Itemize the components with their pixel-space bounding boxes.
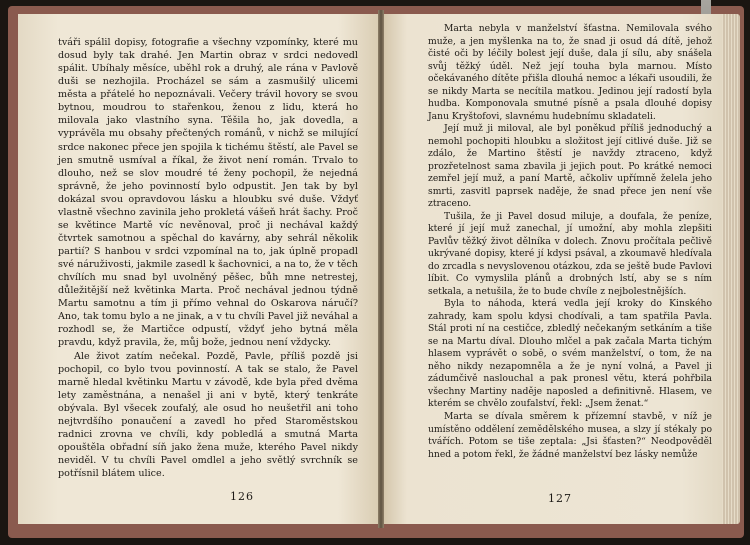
- paragraph: Tušila, že ji Pavel dosud miluje, a doufala, že peníze, které jí její muž zanechal, jí umožní, aby mohla zlepšiti Pavlův těžký život dělníka v dolech. Znovu pročítala pečlivě ukrývané dopisy, které jí kdysi psával, a zkoumavě hledívala do zrcadla s nevyslovenou otázkou, zda se ještě bude Pavlovi líbit. Co vymyslila plánů a drobných lstí, aby se s ním setkala, a netušila, že to bude chvíle z nejbolestnějších.: [428, 210, 712, 297]
- paragraph: Ale život zatím nečekal. Pozdě, Pavle, příliš pozdě jsi pochopil, co bylo tvou povinností. A tak se stalo, že Pavel marně hledal květinku Martu v závodě, kde byla před dvěma lety zaměstnána, a nenašel ji ani v bytě, který tenkráte obývala. Byl všecek zoufalý, ale osud ho neušetřil ani toho nejtvrdšího ponaučení a zavedl ho před Staroměstskou radnici zrovna ve chvíli, kdy pobledlá a smutná Marta opouštěla obřadní síň jako žena muže, kterého Pavel nikdy neviděl. V tu chvíli Pavel omdlel a jeho světlý svrchník se potřísnil blátem ulice.: [58, 350, 358, 480]
- page-number-right: 127: [548, 492, 572, 505]
- paragraph: Marta nebyla v manželství šťastna. Nemilovala svého muže, a jen myšlenka na to, že snad ji osud dá dítě, jehož čisté oči by léčily bolest její duše, dala jí sílu, aby snášela svůj těžký úděl. Než její touha byla marnou. Místo očekávaného dítěte přišla dlouhá nemoc a lékaři usoudili, že se nikdy Marta se necítila matkou. Jedinou její radostí byla hudba. Komponovala smutné písně a psala dlouhé dopisy Janu Kryštofovi, slavnému hudebnímu skladateli.: [428, 23, 712, 122]
- page-number-left: 126: [230, 490, 254, 503]
- paragraph: Její muž ji miloval, ale byl poněkud příliš jednoduchý a nemohl pochopiti hloubku a složitost její citlivé duše. Již se zdálo, že Martino štěstí je navždy ztraceno, když prozřetelnost sama zbavila ji jejich pout. Po krátké nemoci zemřel její muž, a paní Martě, ačkoliv upřímně želela jeho smrti, zasvitl paprsek naděje, že snad přece jen není vše ztraceno.: [428, 123, 712, 210]
- paragraph: Marta se dívala směrem k přízemní stavbě, v níž je umístěno oddělení zemědělského musea, a slzy jí stékaly po tvářích. Potom se tiše zeptala: „Jsi šťasten?“ Neodpověděl hned a potom řekl, že žádné manželství bez lásky nemůže: [428, 410, 712, 460]
- paragraph: tváři spálil dopisy, fotografie a všechny vzpomínky, které mu dosud byly tak drahé. Jen Martin obraz v srdci nedovedl spálit. Ubíhaly měsíce, uběhl rok a druhý, ale rána v Pavlově duši se nezhojila. Procházel se sám a zasmušilý ulicemi města a přátelé ho nepoznávali. Večery trávil hovory se svou bytnou, moudrou to stařenkou, ženou z lidu, která ho milovala jako vlastního syna. Těšila ho, jak dovedla, a vyprávěla mu obsahy přečtených románů, v nichž se milující srdce nakonec přece jen spojila k tichému štěstí, ale Pavel se jen smutně usmíval a říkal, že život není román. Trvalo to dlouho, než se slov moudré té ženy pochopil, že nejedná správně, že jeho povinností bylo odpustit. Jen tak by byl dokázal svou opravdovou lásku a hloubku své duše. Vždyť vlastně všechno zavinila jeho prokletá vášeň hrát šachy. Proč se květince Martě víc nevěnoval, proč ji nechával každý čtvrtek samotnou a spěchal do kavárny, aby sehrál několik partií? S hanbou v srdci vzpomínal na to, jak úplně propadl své náruživosti, jakmile zasedl k šachovnici, a na to, že v těch chvílích mu snad byl uvolněný pěšec, bůh mne netrestej, důležitější než květinka Marta. Proč nechával jednou týdně Martu samotnu a tím ji přímo vehnal do Oskarova náručí? Ano, tak tomu bylo a ne jinak, a v tu chvíli Pavel již neváhal a rozhodl se, že Martičce odpustí, vždyť jeho bytná měla pravdu, když pravila, že, můj bože, jednou není vždycky.: [58, 37, 358, 349]
- paragraph: Byla to náhoda, která vedla její kroky do Kinského zahrady, kam spolu kdysi chodívali, a tam spatřila Pavla. Stál proti ní na cestičce, zbledlý nečekaným setkáním a tiše se na Martu díval. Dlouho mlčel a pak začala Marta tichým hlasem vyprávět o sobě, o svém manželství, o tom, že na něho nikdy nezapomněla a že je nyní volná, a Pavel ji zádumčivě naslouchal a pak pronesl větu, která pohřbila všechny Martiny naděje naposled a definitivně. Hlasem, ve kterém se chvělo zoufalství, řekl: „Jsem ženat.“: [428, 298, 712, 410]
- right-page-text: [428, 23, 712, 461]
- left-page-text: [58, 36, 358, 480]
- book-gutter: [378, 10, 384, 528]
- page-edges: [722, 14, 740, 524]
